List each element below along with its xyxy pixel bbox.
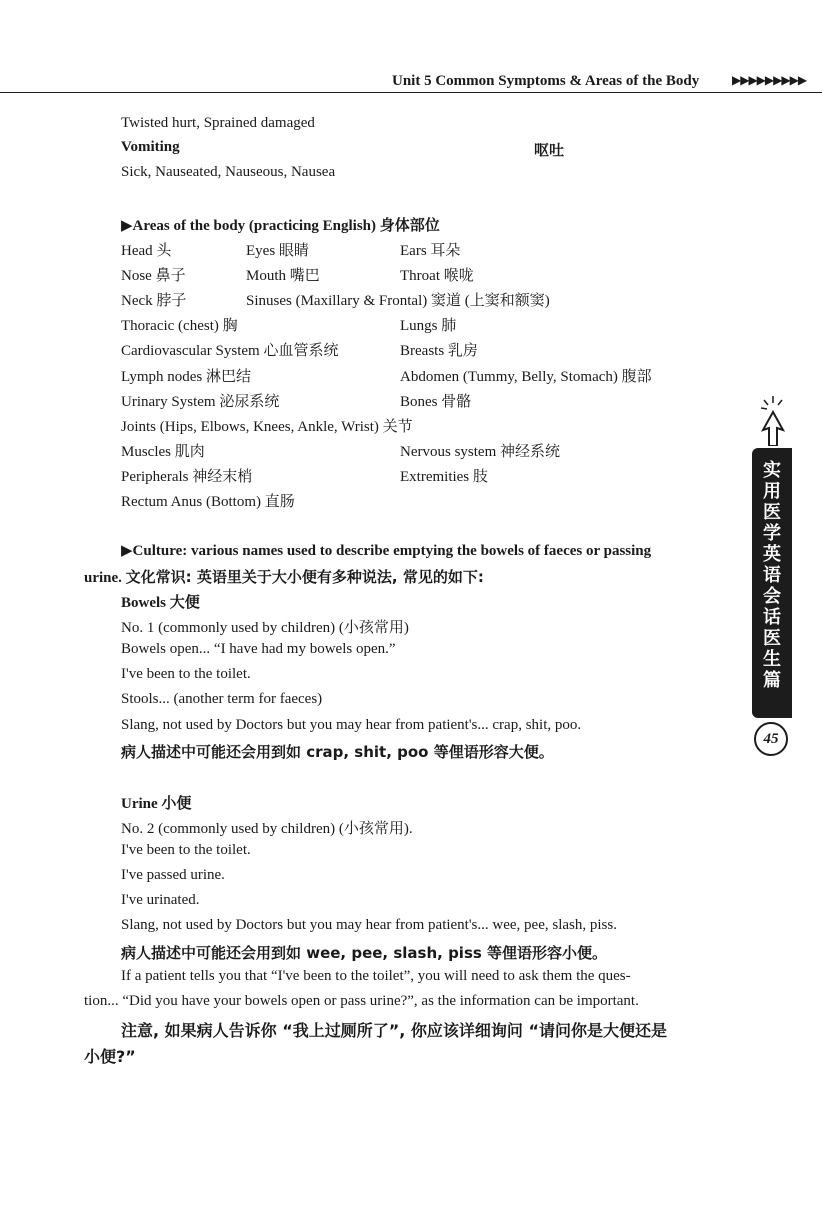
- area-mouth: Mouth 嘴巴: [246, 268, 320, 284]
- area-bones: Bones 骨骼: [400, 394, 472, 410]
- area-nose: Nose 鼻子: [121, 268, 186, 284]
- closing-cn-line1: 注意, 如果病人告诉你 “我上过厕所了”, 你应该详细询问 “请问你是大便还是: [121, 1021, 667, 1040]
- area-head: Head 头: [121, 243, 172, 259]
- header-arrows-icon: ▶▶▶▶▶▶▶▶▶: [732, 73, 807, 87]
- bowels-toilet: I've been to the toilet.: [121, 666, 251, 682]
- page-number: 45: [754, 722, 788, 756]
- bowels-no1: No. 1 (commonly used by children) (小孩常用): [121, 620, 409, 636]
- area-muscles: Muscles 肌肉: [121, 444, 205, 460]
- area-extremities: Extremities 肢: [400, 469, 488, 485]
- vomiting-term: Vomiting: [121, 139, 180, 155]
- area-abdomen: Abdomen (Tummy, Belly, Stomach) 腹部: [400, 369, 652, 385]
- urine-passed: I've passed urine.: [121, 867, 225, 883]
- closing-cn-line2: 小便?”: [84, 1047, 136, 1066]
- bowels-open: Bowels open... “I have had my bowels open.”: [121, 641, 396, 657]
- decorative-arrow-icon: [758, 394, 788, 446]
- area-lymph-nodes: Lymph nodes 淋巴结: [121, 369, 251, 385]
- area-thoracic: Thoracic (chest) 胸: [121, 318, 238, 334]
- vomiting-translation: 呕吐: [534, 141, 565, 159]
- urine-urinated: I've urinated.: [121, 892, 200, 908]
- bowels-stools: Stools... (another term for faeces): [121, 691, 323, 707]
- urine-slang-cn: 病人描述中可能还会用到如 wee, pee, slash, piss 等俚语形容小便。: [121, 944, 608, 962]
- bowels-slang-cn: 病人描述中可能还会用到如 crap, shit, poo 等俚语形容大便。: [121, 743, 554, 761]
- area-breasts: Breasts 乳房: [400, 343, 478, 359]
- area-neck: Neck 脖子: [121, 293, 187, 309]
- closing-para-line1: If a patient tells you that “I've been to the toilet”, you will need to ask them the ques-: [121, 968, 631, 984]
- area-lungs: Lungs 肺: [400, 318, 457, 334]
- urine-toilet: I've been to the toilet.: [121, 842, 251, 858]
- area-rectum: Rectum Anus (Bottom) 直肠: [121, 494, 295, 510]
- area-nervous-system: Nervous system 神经系统: [400, 444, 560, 460]
- area-throat: Throat 喉咙: [400, 268, 474, 284]
- culture-title-cn: 文化常识: 英语里关于大小便有多种说法, 常见的如下:: [125, 568, 484, 586]
- urine-no2: No. 2 (commonly used by children) (小孩常用).: [121, 821, 413, 837]
- area-sinuses: Sinuses (Maxillary & Frontal) 窦道 (上窦和额窦): [246, 293, 550, 309]
- area-ears: Ears 耳朵: [400, 243, 461, 259]
- running-header: Unit 5 Common Symptoms & Areas of the Body: [392, 73, 700, 89]
- bowels-slang: Slang, not used by Doctors but you may hear from patient's... crap, shit, poo.: [121, 717, 582, 733]
- culture-title-line1: ▶Culture: various names used to describe emptying the bowels of faeces or passing: [121, 543, 652, 559]
- twisted-line: Twisted hurt, Sprained damaged: [121, 115, 315, 131]
- area-cardiovascular: Cardiovascular System 心血管系统: [121, 343, 339, 359]
- urine-slang: Slang, not used by Doctors but you may hear from patient's... wee, pee, slash, piss.: [121, 917, 617, 933]
- urine-heading: Urine 小便: [121, 796, 192, 812]
- area-peripherals: Peripherals 神经末梢: [121, 469, 253, 485]
- sick-line: Sick, Nauseated, Nauseous, Nausea: [121, 164, 336, 180]
- bowels-heading: Bowels 大便: [121, 595, 200, 611]
- area-joints: Joints (Hips, Elbows, Knees, Ankle, Wrist) 关节: [121, 419, 413, 435]
- area-urinary-system: Urinary System 泌尿系统: [121, 394, 280, 410]
- closing-para-line2: tion... “Did you have your bowels open or pass urine?”, as the information can be important.: [84, 993, 639, 1009]
- culture-title-en: urine.: [84, 570, 122, 586]
- header-divider: [0, 92, 822, 93]
- areas-section-title: ▶Areas of the body (practicing English) 身体部位: [121, 218, 440, 234]
- side-tab-title: 实用医学英语会话 医生篇: [763, 460, 781, 691]
- area-eyes: Eyes 眼睛: [246, 243, 309, 259]
